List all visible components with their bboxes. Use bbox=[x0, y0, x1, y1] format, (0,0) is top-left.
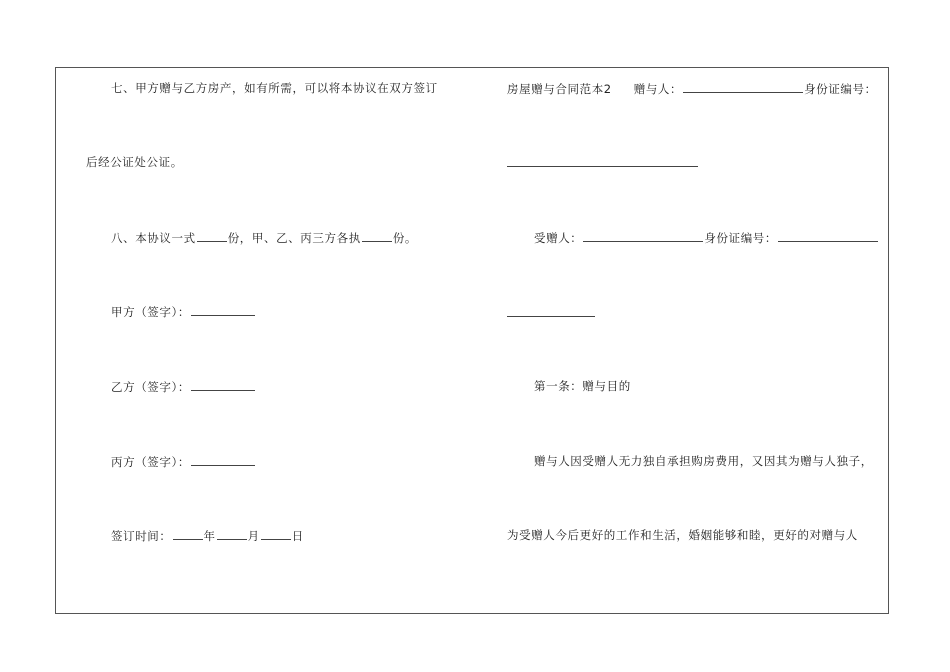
article-8-text-c: 份。 bbox=[392, 231, 418, 245]
copies-blank[interactable] bbox=[197, 230, 227, 242]
donee-line bbox=[534, 230, 879, 245]
donor-id-label: 身份证编号： bbox=[804, 82, 877, 96]
article-1-line-2: 为受赠人今后更好的工作和生活，婚姻能够和睦，更好的对赠与人 bbox=[507, 528, 858, 542]
signing-date-label: 签订时间： bbox=[111, 529, 172, 543]
donor-name-blank[interactable] bbox=[683, 81, 803, 93]
year-blank[interactable] bbox=[173, 528, 203, 540]
donee-label: 受赠人： bbox=[534, 231, 583, 245]
donor-id-blank[interactable] bbox=[507, 166, 698, 167]
article-7-line-2: 后经公证处公证。 bbox=[86, 155, 183, 169]
article-8 bbox=[111, 230, 417, 245]
donee-name-blank[interactable] bbox=[583, 230, 703, 242]
donee-id-blank-continued[interactable] bbox=[507, 316, 595, 317]
year-label: 年 bbox=[203, 529, 216, 543]
signing-date bbox=[111, 528, 304, 543]
each-copies-blank[interactable] bbox=[362, 230, 392, 242]
article-8-text-a: 八、本协议一式 bbox=[111, 231, 196, 245]
party-c-blank[interactable] bbox=[191, 454, 255, 466]
day-blank[interactable] bbox=[261, 528, 291, 540]
month-label: 月 bbox=[247, 529, 260, 543]
party-b-label: 乙方（签字）： bbox=[111, 380, 190, 394]
day-label: 日 bbox=[291, 529, 304, 543]
article-1-line-1: 赠与人因受赠人无力独自承担购房费用，又因其为赠与人独子， bbox=[534, 454, 873, 468]
party-a-signature bbox=[111, 304, 256, 319]
contract-heading: 房屋赠与合同范本2 bbox=[507, 82, 612, 96]
party-b-signature bbox=[111, 379, 256, 394]
article-7-line-1: 七、甲方赠与乙方房产，如有所需，可以将本协议在双方签订 bbox=[111, 81, 438, 95]
article-8-text-b: 份，甲、乙、丙三方各执 bbox=[227, 231, 361, 245]
donee-id-label: 身份证编号： bbox=[704, 231, 778, 245]
donor-line bbox=[507, 81, 877, 96]
donor-label: 赠与人： bbox=[633, 82, 683, 96]
party-c-label: 丙方（签字）： bbox=[111, 455, 190, 469]
party-c-signature bbox=[111, 454, 256, 469]
month-blank[interactable] bbox=[217, 528, 247, 540]
party-b-blank[interactable] bbox=[191, 379, 255, 391]
party-a-blank[interactable] bbox=[191, 304, 255, 316]
donee-id-blank[interactable] bbox=[778, 230, 878, 242]
article-1-title: 第一条：赠与目的 bbox=[534, 379, 631, 393]
party-a-label: 甲方（签字）： bbox=[111, 305, 190, 319]
